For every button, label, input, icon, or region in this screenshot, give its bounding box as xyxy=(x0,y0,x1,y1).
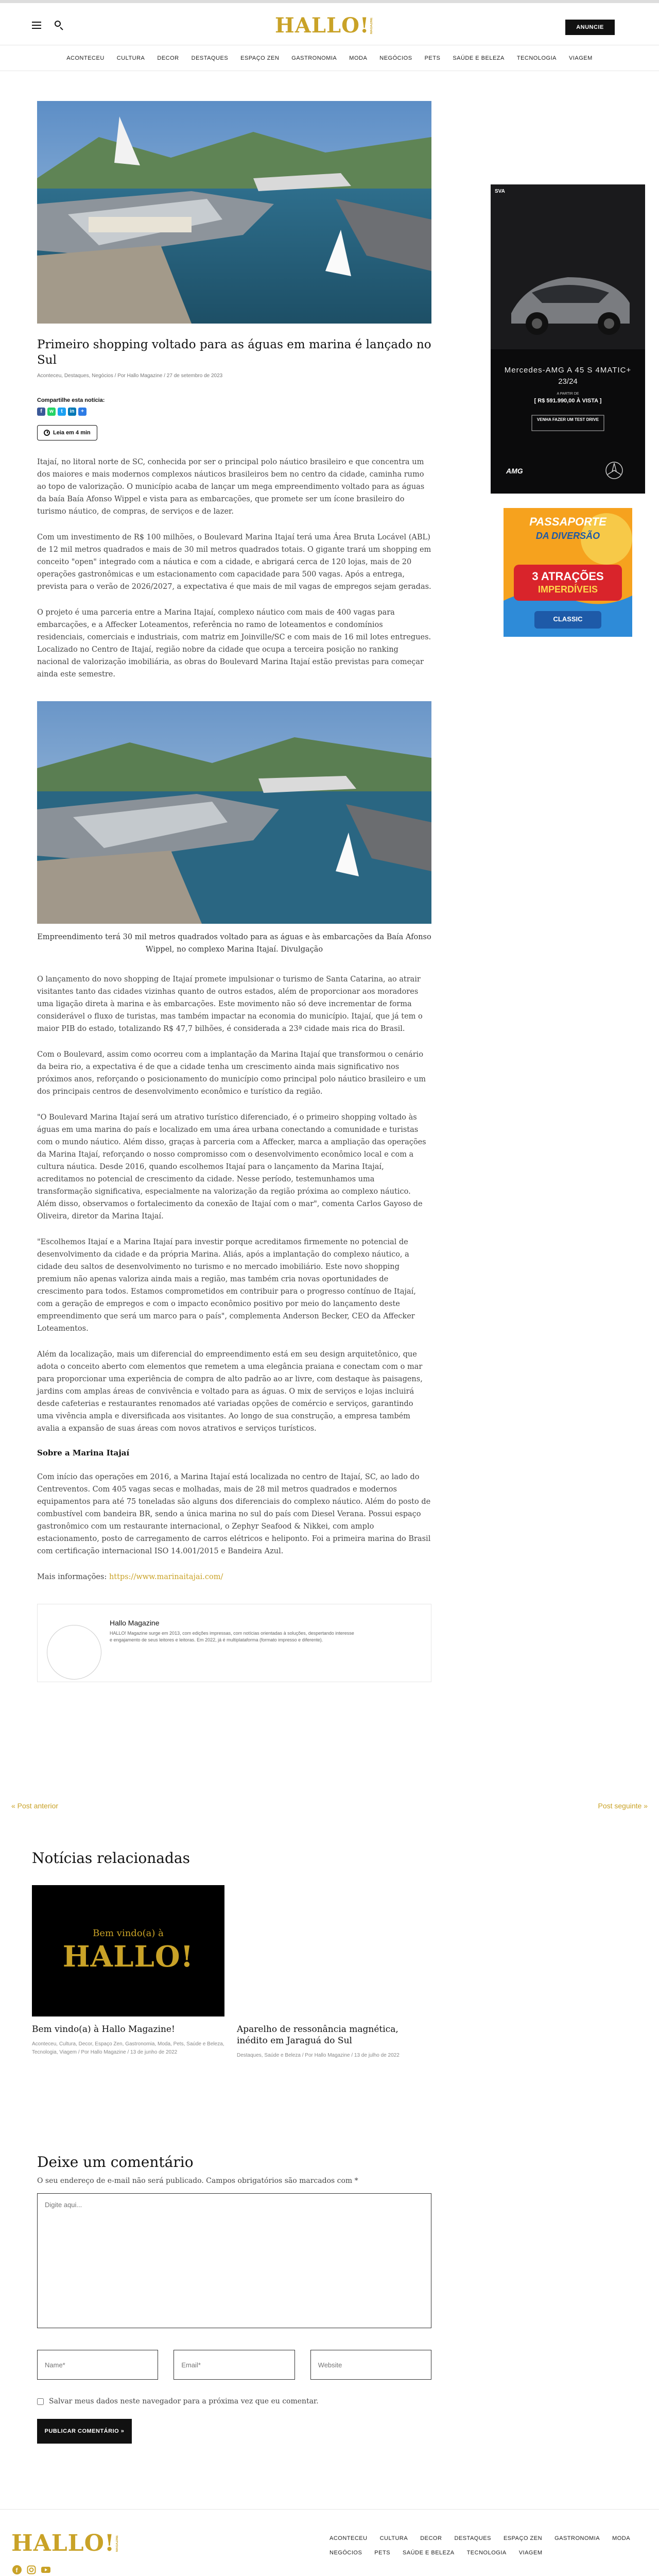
footer-nav-item[interactable]: ACONTECEU xyxy=(330,2535,368,2541)
svg-text:f: f xyxy=(15,2567,18,2574)
comment-heading: Deixe um comentário xyxy=(37,2154,194,2171)
share-row xyxy=(37,408,431,416)
save-data-label: Salvar meus dados neste navegador para a próxima vez que eu comentar. xyxy=(49,2397,319,2405)
related-meta: Destaques, Saúde e Beleza / Por Hallo Magazine / 13 de julho de 2022 xyxy=(237,2053,400,2058)
author-name[interactable]: Hallo Magazine xyxy=(110,1619,160,1627)
footer-nav-item[interactable]: DECOR xyxy=(420,2535,442,2541)
nav-item-aconteceu[interactable]: ACONTECEU xyxy=(66,55,105,61)
comment-note: O seu endereço de e-mail não será publicado. Campos obrigatórios são marcados com * xyxy=(37,2177,358,2185)
logo-subtext: MAGAZINE xyxy=(370,17,374,34)
passaporte-ad-banner[interactable] xyxy=(504,508,632,637)
related-card xyxy=(32,1885,224,2060)
save-data-row xyxy=(37,2397,431,2405)
article-paragraph: O lançamento do novo shopping de Itajaí promete impulsionar o turismo de Santa Catarina, ao atrair visitantes tanto das cidades vizinhas quanto de outros estados, além de proporcionar aos moradores uma ligação direta à marina e às embarcações. Este movimento não só deve incrementar de forma considerável o fluxo de turistas, mas também impactar na economia do município. Itajaí, que já tem o maior PIB do estado, totalizando R$ 47,7 bilhões, é considerada a 23ª cidade mais rica do Brasil. xyxy=(37,975,423,1033)
ad-cta[interactable]: VENHA FAZER UM TEST DRIVE xyxy=(536,417,599,422)
ad2-line3: 3 ATRAÇÕES xyxy=(532,570,604,583)
comment-textarea[interactable] xyxy=(37,2193,431,2328)
next-post-link[interactable]: Post seguinte » xyxy=(598,1802,648,1810)
ad2-line2: DA DIVERSÃO xyxy=(535,531,600,541)
article-paragraph: Com início das operações em 2016, a Marina Itajaí está localizada no centro de Itajaí, SC, ao lado do Centreventos. Com 405 vagas secas e molhadas, mais de 28 mil metros quadrados e modernos equipamentos para até 75 toneladas são alguns dos diferenciais do complexo náutico. Além do posto de combustível com bandeira BR, sendo a única marina no sul do país com Diesel Verana. Possui espaço gastronômico com um restaurante internacional, o Zephyr Seafood & Nikkei, com amplo estacionamento, posto de carregamento de carros elétricos e heliponto. Foi a primeira marina do Brasil com certificação internacional ISO 14.001/2015 e Bandeira Azul. xyxy=(37,1473,431,1555)
article-paragraph: O projeto é uma parceria entre a Marina Itajaí, complexo náutico com mais de 400 vagas para embarcações, e a Affecker Loteamentos, referência no ramo de loteamentos e condomínios residenciais, comerciais e industriais, com matriz em Joinville/SC e com mais de 16 mil lotes entregues. Localizado no Centro de Itajaí, região nobre da cidade que ocupa a terceira posição no ranking nacional de valorização imobiliária, as obras do Boulevard Marina Itajaí estão previstas para começar ainda este semestre. xyxy=(37,608,431,679)
footer xyxy=(0,2509,659,2576)
avatar[interactable] xyxy=(47,1625,101,1680)
email-field[interactable] xyxy=(174,2350,294,2380)
nav-item-decor[interactable]: DECOR xyxy=(157,55,179,61)
article-paragraph: "Escolhemos Itajaí e a Marina Itajaí para investir porque acreditamos firmemente no potencial de desenvolvimento da cidade e da própria Marina. Aliás, após a implantação do complexo náutico, a cidade deu saltos de desenvolvimento no turismo e no mercado imobiliário. Este novo shopping premium não apenas valoriza ainda mais a região, mas também cria novas oportunidades de crescimento para todos. Estamos comprometidos em contribuir para o progresso contínuo de Itajaí, com a geração de empregos e com o impacto econômico positivo por meio do lançamento deste empreendimento que será um marco para o país", complementa Anderson Becker, CEO da Affecker Loteamentos. xyxy=(37,1238,416,1333)
logo-text: HALLO! xyxy=(275,13,370,38)
name-field[interactable] xyxy=(37,2350,158,2380)
footer-logo[interactable] xyxy=(11,2530,119,2556)
anuncie-button[interactable]: ANUNCIE xyxy=(565,20,615,35)
prev-post-link[interactable]: « Post anterior xyxy=(11,1802,59,1810)
thumb-logo: HALLO! xyxy=(62,1940,194,1974)
nav-item-negocios[interactable]: NEGÓCIOS xyxy=(379,55,412,61)
article-paragraph: Itajaí, no litoral norte de SC, conhecida por ser o principal polo náutico brasileiro e que concentra um dos maiores e mais modernos complexos náuticos brasileiros bem no centro da cidade, caminha rumo ao topo de valorização. O município acaba de lançar um mega empreendimento voltado para as águas da baía Baía Afonso Wippel e vista para as embarcações, que promete ser um ícone brasileiro do turismo náutico, de compras, de serviços e de lazer. xyxy=(37,458,425,516)
whatsapp-share-icon[interactable]: w xyxy=(47,408,56,416)
related-title[interactable]: Aparelho de ressonância magnética, inédito em Jaraguá do Sul xyxy=(237,2024,398,2046)
article-paragraph: Com o Boulevard, assim como ocorreu com a implantação da Marina Itajaí que transformou o cenário da beira rio, a expectativa é de que a cidade tenha um crescimento ainda mais significativo nos próximos anos, reforçando o posicionamento do município como principal polo náutico brasileiro e um dos principais centros de desenvolvimento econômico e turístico da região. xyxy=(37,1050,426,1096)
footer-nav-item[interactable]: CULTURA xyxy=(379,2535,408,2541)
author-bio: HALLO! Magazine surge em 2013, com edições impressas, com notícias orientadas à soluções, despertando interesse e engajamento de seus leitores e leitoras. Em 2022, já é multiplataforma (formato impresso e diferente). xyxy=(110,1631,354,1642)
dealer-tag: SVA xyxy=(495,189,505,194)
related-card xyxy=(237,1885,429,2060)
main-nav xyxy=(0,45,659,71)
comment-form xyxy=(37,2154,431,2444)
nav-item-cultura[interactable]: CULTURA xyxy=(116,55,145,61)
related-title[interactable]: Bem vindo(a) à Hallo Magazine! xyxy=(32,2024,175,2035)
footer-nav-item[interactable]: ESPAÇO ZEN xyxy=(503,2535,543,2541)
footer-logo-text: HALLO! xyxy=(11,2530,115,2556)
footer-nav-item[interactable]: GASTRONOMIA xyxy=(554,2535,600,2541)
ad2-line1: PASSAPORTE xyxy=(529,515,606,528)
instagram-icon[interactable] xyxy=(27,2565,36,2574)
save-data-checkbox[interactable] xyxy=(37,2398,44,2405)
nav-item-destaques[interactable]: DESTAQUES xyxy=(191,55,229,61)
ad2-line4: IMPERDÍVEIS xyxy=(537,584,598,595)
ad-model: Mercedes-AMG A 45 S 4MATIC+ xyxy=(504,366,632,375)
hero-image xyxy=(37,101,431,324)
footer-nav-item[interactable]: TECNOLOGIA xyxy=(466,2550,507,2556)
footer-nav-item[interactable]: MODA xyxy=(612,2535,631,2541)
hamburger-icon[interactable] xyxy=(32,22,41,29)
share-label: Compartilhe esta notícia: xyxy=(37,397,105,403)
youtube-icon[interactable] xyxy=(41,2565,50,2574)
sidebar xyxy=(491,184,645,637)
nav-item-moda[interactable]: MODA xyxy=(349,55,368,61)
mercedes-ad-banner[interactable] xyxy=(491,184,645,494)
nav-item-viagem[interactable]: VIAGEM xyxy=(568,55,593,61)
article-body xyxy=(37,456,431,1583)
facebook-share-icon[interactable]: f xyxy=(37,408,45,416)
related-thumb[interactable] xyxy=(32,1885,224,2016)
more-share-icon[interactable]: + xyxy=(78,408,86,416)
footer-logo-subtext: MAGAZINE xyxy=(116,2535,119,2552)
article-meta: Aconteceu, Destaques, Negócios / Por Hallo Magazine / 27 de setembro de 2023 xyxy=(37,373,223,379)
article-image xyxy=(37,701,431,924)
footer-nav-item[interactable]: SAÚDE E BELEZA xyxy=(403,2550,455,2556)
ad-year: 23/24 xyxy=(558,377,578,386)
ad-price-prefix: A PARTIR DE xyxy=(557,392,579,396)
footer-nav-item[interactable]: PETS xyxy=(374,2550,391,2556)
article-subhead: Sobre a Marina Itajaí xyxy=(37,1448,130,1458)
article-paragraph: "O Boulevard Marina Itajaí será um atrativo turístico diferenciado, é o primeiro shopping voltado às águas em uma marina do país e localizado em uma área urbana conectando a comunidade e turistas com o mundo náutico. Além disso, graças à parceria com a Affecker, marca a ampliação das operações da Marina Itajaí, reforçando o nosso compromisso com o desenvolvimento econômico local e com a cultura náutica. Desde 2016, quando escolhemos Itajaí para o lançamento da Marina Itajaí, acreditamos no potencial de crescimento da cidade. Nesse período, testemunhamos uma transformação significativa, especialmente na valorização da região próxima ao complexo náutico. Além disso, observamos o fortalecimento da conexão de Itajaí com o mar", comenta Carlos Gayoso de Oliveira, diretor da Marina Itajaí. xyxy=(37,1113,426,1221)
related-heading: Notícias relacionadas xyxy=(32,1850,190,1867)
thumb-welcome-text: Bem vindo(a) à xyxy=(93,1928,164,1939)
submit-comment-button[interactable]: PUBLICAR COMENTÁRIO » xyxy=(37,2419,132,2444)
twitter-share-icon[interactable]: t xyxy=(58,408,66,416)
article xyxy=(37,101,431,1682)
website-field[interactable] xyxy=(310,2350,431,2380)
image-caption: Empreendimento terá 30 mil metros quadrados voltado para as águas e às embarcações da Baía Afonso Wippel, no complexo Marina Itajaí. Divulgação xyxy=(37,933,431,954)
footer-nav xyxy=(330,2535,638,2556)
linkedin-share-icon[interactable]: in xyxy=(68,408,76,416)
related-meta: Aconteceu, Cultura, Decor, Espaço Zen, Gastronomia, Moda, Pets, Saúde e Beleza, Tecnologia, Viagem / Por Hallo Magazine / 13 de junho de 2022 xyxy=(32,2041,224,2055)
related-news xyxy=(32,1850,629,2060)
nav-item-tecnologia[interactable]: TECNOLOGIA xyxy=(516,55,557,61)
footer-nav-item[interactable]: VIAGEM xyxy=(518,2550,543,2556)
facebook-icon[interactable] xyxy=(12,2565,22,2574)
more-info xyxy=(37,1571,431,1583)
nav-item-espaco-zen[interactable]: ESPAÇO ZEN xyxy=(240,55,280,61)
reading-time-badge xyxy=(37,425,97,440)
footer-nav-item[interactable]: NEGÓCIOS xyxy=(330,2550,362,2556)
more-info-link[interactable]: https://www.marinaitajai.com/ xyxy=(109,1573,223,1581)
nav-item-gastronomia[interactable]: GASTRONOMIA xyxy=(291,55,337,61)
ad-price: [ R$ 591.990,00 À VISTA ] xyxy=(534,398,602,404)
related-thumb-empty xyxy=(237,1885,429,2016)
clock-icon xyxy=(44,430,50,436)
social-links xyxy=(12,2565,50,2574)
footer-nav-item[interactable]: DESTAQUES xyxy=(454,2535,491,2541)
author-box xyxy=(37,1604,431,1682)
nav-item-saude-e-beleza[interactable]: SAÚDE E BELEZA xyxy=(453,55,505,61)
article-paragraph: Além da localização, mais um diferencial do empreendimento está em seu design arquitetônico, que adota o conceito aberto com elementos que remetem a uma elegância praiana e conectam com o mar para proporcionar uma experiência de compra de alto padrão ao ar livre, com destaque às paisagens, jardins com amplas áreas de convivência e voltado para as águas. O mix de serviços e lojas incluirá desde cafeterias e restaurantes renomados até variadas opções de comércio e serviços, garantindo uma vivência ampla e diversificada aos visitantes. Ao longo de sua construção, a empresa também avalia a expansão de suas áreas com novos atrativos e serviços turísticos. xyxy=(37,1350,423,1433)
site-logo[interactable] xyxy=(275,13,374,38)
amg-logo: AMG xyxy=(506,467,523,475)
post-pager xyxy=(11,1802,648,1812)
ad2-tag: CLASSIC xyxy=(553,615,583,623)
top-bar xyxy=(0,0,659,45)
article-paragraph: Com um investimento de R$ 100 milhões, o Boulevard Marina Itajaí terá uma Área Bruta Locável (ABL) de 12 mil metros quadrados e mais de 30 mil metros quadrados totais. O gigante trará um shopping em conceito "open" integrado com a náutica e com a cidade, e abrigará cerca de 120 lojas, mais de 20 operações gastronômicas e um estacionamento com capacidade para 500 vagas. Após a entrega, prevista para o verão de 2026/2027, a expectativa é que mais de mil vagas de empregos sejam geradas. xyxy=(37,533,431,591)
search-icon[interactable] xyxy=(55,21,64,30)
more-info-label: Mais informações: xyxy=(37,1573,109,1581)
nav-item-pets[interactable]: PETS xyxy=(424,55,441,61)
article-title: Primeiro shopping voltado para as águas em marina é lançado no Sul xyxy=(37,338,431,367)
reading-time-text: Leia em 4 min xyxy=(53,430,91,436)
